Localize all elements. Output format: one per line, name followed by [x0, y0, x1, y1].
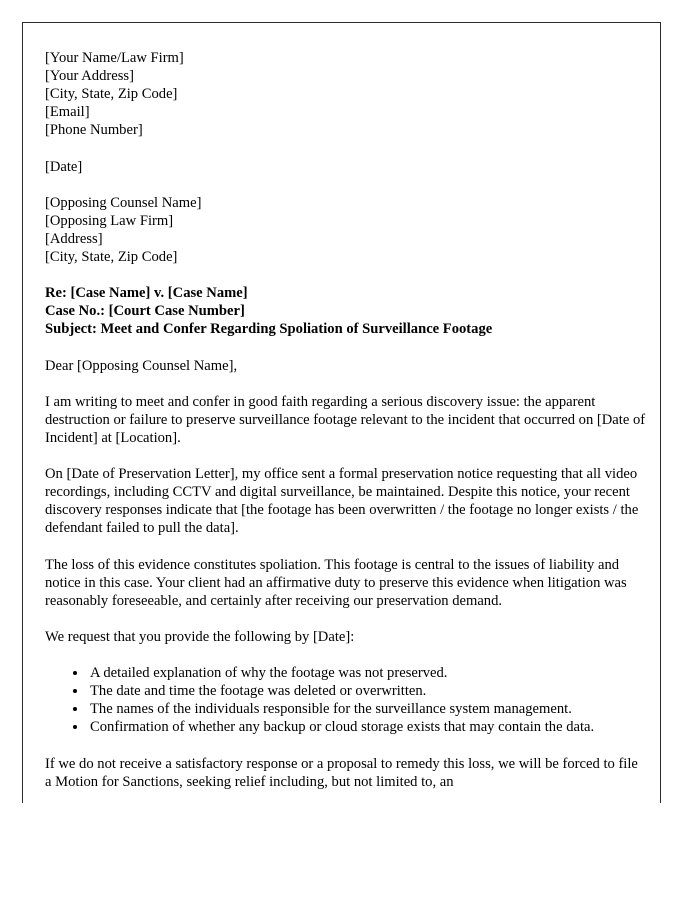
paragraph-closing-warning: If we do not receive a satisfactory response or a proposal to remedy this loss, we will be forced to file a Motion for Sanctions, seeking relief including, but not limited to, an	[45, 755, 638, 790]
list-item: • The date and time the footage was deleted or overwritten.	[88, 682, 646, 700]
sender-address-block	[45, 49, 646, 139]
paragraph-request-intro: We request that you provide the following by [Date]:	[45, 629, 355, 645]
list-item: • The names of the individuals responsible for the surveillance system management.	[88, 700, 646, 718]
sender-name-line: [Your Name/Law Firm]	[45, 50, 184, 66]
subject-line: Subject: Meet and Confer Regarding Spoliation of Surveillance Footage	[45, 321, 493, 338]
paragraph-intro: I am writing to meet and confer in good faith regarding a serious discovery issue: the apparent destruction or failure to preserve surveillance footage relevant to the incident that occurred on [Date of Incident] at [Location].	[45, 393, 646, 446]
reference-block	[45, 284, 646, 338]
recipient-name-line: [Opposing Counsel Name]	[45, 194, 202, 211]
list-item: • A detailed explanation of why the footage was not preserved.	[88, 664, 646, 682]
sender-street-line: [Your Address]	[45, 68, 134, 85]
recipient-street-line: [Address]	[45, 230, 103, 247]
spacer	[45, 610, 646, 628]
spacer	[45, 339, 646, 357]
recipient-address-block	[45, 194, 646, 266]
recipient-city-line: [City, State, Zip Code]	[45, 249, 178, 266]
spacer	[45, 139, 646, 157]
list-item: • Confirmation of whether any backup or cloud storage exists that may contain the data.	[88, 718, 646, 736]
date-line: [Date]	[45, 158, 83, 175]
document-page	[22, 22, 661, 803]
spacer	[45, 176, 646, 194]
paragraph-preservation-notice: On [Date of Preservation Letter], my office sent a formal preservation notice requesting that all video recordings, including CCTV and digital surveillance, be maintained. Despite this notice, your recent discovery responses indicate that [the footage has been overwritten / the footage no longer exists / the defendant failed to pull the data].	[45, 466, 639, 537]
request-list	[45, 664, 646, 736]
case-number-line: Case No.: [Court Case Number]	[45, 303, 245, 320]
spacer	[45, 266, 646, 284]
re-line: Re: [Case Name] v. [Case Name]	[45, 285, 248, 302]
spacer	[45, 737, 646, 755]
document-body	[23, 23, 660, 791]
recipient-firm-line: [Opposing Law Firm]	[45, 212, 174, 229]
spacer	[45, 538, 646, 556]
spacer	[45, 646, 646, 664]
spacer	[45, 447, 646, 465]
sender-phone-line: [Phone Number]	[45, 122, 143, 139]
paragraph-spoliation: The loss of this evidence constitutes spoliation. This footage is central to the issues of liability and notice in this case. Your client had an affirmative duty to preserve this evidence when litigation was reasonably foreseeable, and certainly after receiving our preservation demand.	[45, 556, 627, 609]
date-block	[45, 158, 646, 176]
spacer	[45, 375, 646, 393]
sender-email-line: [Email]	[45, 104, 90, 121]
salutation: Dear [Opposing Counsel Name],	[45, 357, 238, 374]
sender-city-line: [City, State, Zip Code]	[45, 86, 178, 103]
